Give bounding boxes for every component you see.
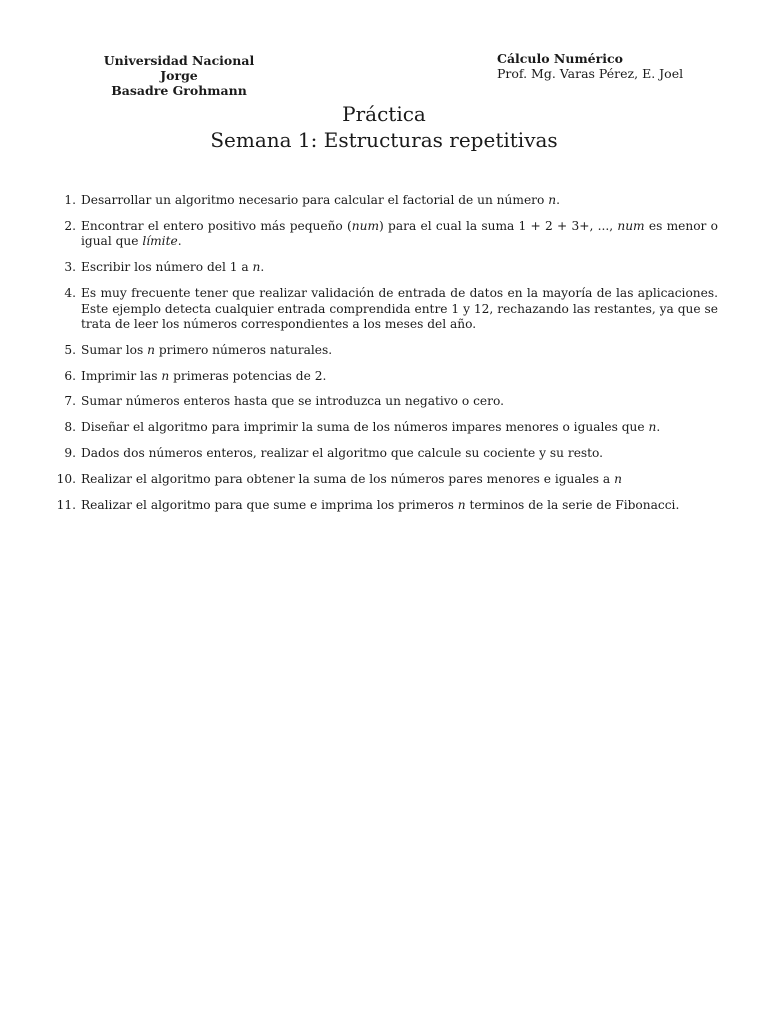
problem-text <box>81 394 718 410</box>
problem-text <box>81 446 718 462</box>
problem-item <box>50 420 718 436</box>
math-variable: n <box>457 497 466 512</box>
text-run: Realizar el algoritmo para obtener la suma de los números pares menores e iguales a <box>81 471 615 486</box>
course-name: Cálculo Numérico <box>497 51 623 66</box>
text-run: Es muy frecuente tener que realizar validación de entrada de datos en la mayoría de las aplicaciones. Este ejemplo detecta cualquier entrada comprendida entre 1 y 12, rechazando las restantes, ya que se trata de leer los números correspondientes a los meses del año. <box>81 285 718 332</box>
text-run: es menor o igual que <box>81 218 718 249</box>
text-run: Diseñar el algoritmo para imprimir la suma de los números impares menores o iguales que <box>81 420 649 435</box>
problem-number: 5. <box>64 342 76 357</box>
problem-text <box>81 343 718 359</box>
text-run: Realizar el algoritmo para que sume e imprima los primeros <box>81 497 458 512</box>
problem-number: 11. <box>56 497 76 512</box>
problem-text <box>81 260 718 276</box>
problem-text <box>81 472 718 488</box>
problem-number: 6. <box>64 368 76 383</box>
text-run: . <box>556 193 560 207</box>
professor-name: Prof. Mg. Varas Pérez, E. Joel <box>497 66 684 81</box>
math-variable: n <box>548 193 557 207</box>
problem-text <box>81 219 718 250</box>
text-run: Encontrar el entero positivo más pequeño ( <box>81 218 352 233</box>
problem-item <box>50 369 718 385</box>
math-variable: n <box>648 420 657 435</box>
text-run: primero números naturales. <box>154 342 333 357</box>
problem-number: 1. <box>64 193 76 207</box>
problem-number: 4. <box>64 285 76 300</box>
text-run: Dados dos números enteros, realizar el algoritmo que calcule su cociente y su resto. <box>81 446 604 461</box>
problem-text <box>81 498 718 514</box>
problem-text <box>81 193 718 209</box>
document-title <box>0 101 768 153</box>
text-run: ) para el cual la suma 1 + 2 + 3+, ..., <box>379 218 618 233</box>
problem-number: 2. <box>64 218 76 233</box>
math-variable: num <box>617 218 645 233</box>
problem-item <box>50 446 718 462</box>
university-name-line1: Universidad Nacional Jorge <box>103 53 255 83</box>
problem-item <box>50 219 718 250</box>
problem-text <box>81 286 718 333</box>
problem-number: 10. <box>56 471 76 486</box>
text-run: Sumar números enteros hasta que se introduzca un negativo o cero. <box>81 394 504 409</box>
math-variable: num <box>351 218 380 233</box>
text-run: terminos de la serie de Fibonacci. <box>465 497 680 512</box>
problem-number: 9. <box>64 446 76 461</box>
text-run: Sumar los <box>81 342 148 357</box>
course-header <box>497 51 737 81</box>
text-run: Imprimir las <box>81 368 162 383</box>
math-variable: n <box>252 260 261 275</box>
problem-item <box>50 394 718 410</box>
university-header <box>84 53 274 98</box>
problem-text <box>81 420 718 436</box>
university-name-line2: Basadre Grohmann <box>111 83 247 98</box>
problem-number: 8. <box>64 420 76 435</box>
problem-number: 3. <box>64 260 76 275</box>
title-line2: Semana 1: Estructuras repetitivas <box>210 128 558 152</box>
math-variable: n <box>147 342 155 357</box>
problem-list <box>50 193 718 523</box>
problem-number: 7. <box>64 394 76 409</box>
title-line1: Práctica <box>342 102 426 126</box>
text-run: primeras potencias de 2. <box>169 368 327 383</box>
problem-item <box>50 193 718 209</box>
text-run: Escribir los número del 1 a <box>81 260 253 275</box>
math-variable: límite <box>142 234 178 249</box>
problem-item <box>50 343 718 359</box>
problem-text <box>81 369 718 385</box>
problem-item <box>50 286 718 333</box>
problem-item <box>50 260 718 276</box>
problem-item <box>50 498 718 514</box>
math-variable: n <box>614 471 622 486</box>
text-run: . <box>656 420 661 435</box>
problem-item <box>50 472 718 488</box>
text-run: . <box>177 234 182 249</box>
math-variable: n <box>161 368 170 383</box>
text-run: Desarrollar un algoritmo necesario para calcular el factorial de un número <box>81 193 549 207</box>
text-run: . <box>260 260 265 275</box>
